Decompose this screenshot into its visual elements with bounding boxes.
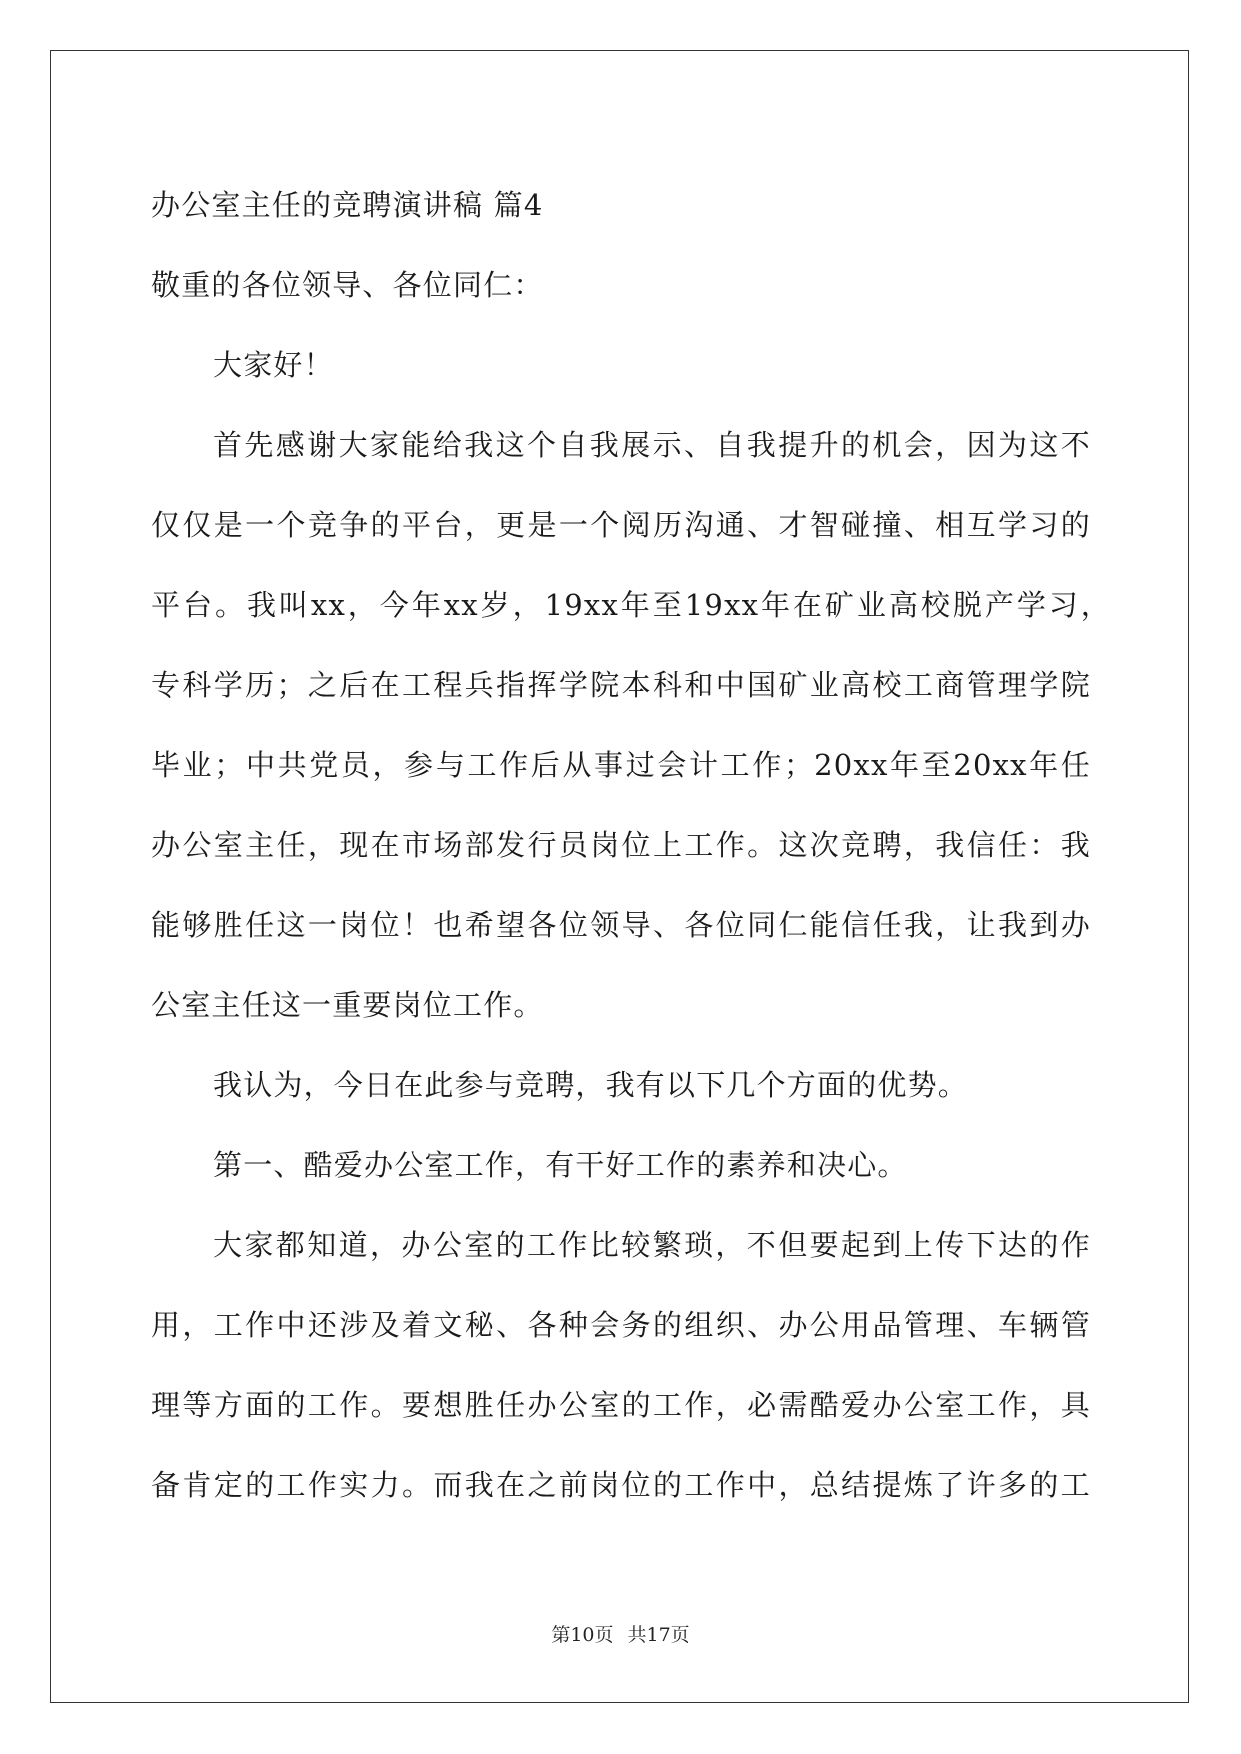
paragraph-line: 备肯定的工作实力。而我在之前岗位的工作中，总结提炼了许多的工 [151,1468,1091,1502]
paragraph-line: 用，工作中还涉及着文秘、各种会务的组织、办公用品管理、车辆管 [151,1308,1091,1342]
paragraph-line: 专科学历；之后在工程兵指挥学院本科和中国矿业高校工商管理学院 [151,668,1091,702]
salutation: 敬重的各位领导、各位同仁： [151,268,544,302]
paragraph-line: 理等方面的工作。要想胜任办公室的工作，必需酷爱办公室工作，具 [151,1388,1091,1422]
paragraph-line: 大家都知道，办公室的工作比较繁琐，不但要起到上传下达的作 [213,1228,1091,1262]
section-heading: 第一、酷爱办公室工作，有干好工作的素养和决心。 [213,1148,908,1182]
current-page-number: 第10页 [551,1624,614,1646]
paragraph-line: 我认为，今日在此参与竞聘，我有以下几个方面的优势。 [213,1068,969,1102]
paragraph-line: 毕业；中共党员，参与工作后从事过会计工作；20xx年至20xx年任 [151,748,1091,782]
page-footer [0,1620,1241,1647]
document-title: 办公室主任的竞聘演讲稿 篇4 [151,188,544,222]
paragraph-line: 能够胜任这一岗位！也希望各位领导、各位同仁能信任我，让我到办 [151,908,1091,942]
total-pages: 共17页 [627,1624,690,1646]
document-body [151,165,1111,1525]
paragraph-line: 平台。我叫xx，今年xx岁，19xx年至19xx年在矿业高校脱产学习， [151,588,1111,622]
paragraph-line: 首先感谢大家能给我这个自我展示、自我提升的机会，因为这不 [213,428,1091,462]
paragraph-line: 仅仅是一个竞争的平台，更是一个阅历沟通、才智碰撞、相互学习的 [151,508,1091,542]
paragraph-line: 办公室主任，现在市场部发行员岗位上工作。这次竞聘，我信任：我 [151,828,1091,862]
paragraph-line: 公室主任这一重要岗位工作。 [151,988,544,1022]
greeting: 大家好！ [213,348,334,382]
